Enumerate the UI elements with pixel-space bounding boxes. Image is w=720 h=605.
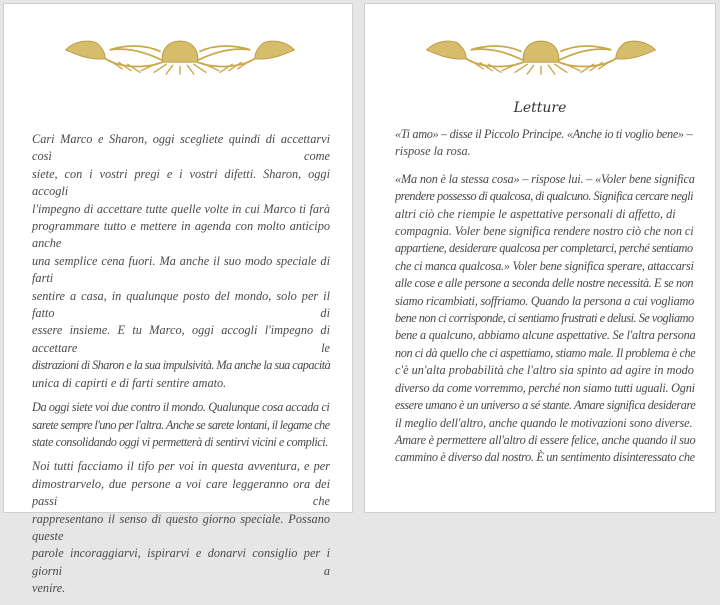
text-line: Amare è permettere all'altro di essere felice, anche quando il suo [395, 432, 696, 447]
text-line: alle cose e alle persone a seconda delle nostre necessità. E se non [395, 276, 694, 291]
page-right [364, 3, 716, 513]
page-left [3, 3, 353, 596]
text-line: essere umano è un universo a sé stante. Amare significa desiderare [395, 398, 696, 413]
text-line: programmare tutto e mettere in agenda con molto anticipo anche [32, 219, 330, 251]
text-line: una semplice cena fuori. Ma anche il suo modo speciale di farti [32, 253, 330, 286]
text-line: «Ti amo» – disse il Piccolo Principe. «Anche io ti voglio bene» – [395, 127, 693, 141]
text-line: sentire a casa, in qualunque posto del mondo, solo per il fatto di [32, 288, 330, 321]
text-line: siamo ricambiati, soffriamo. Quando la persona a cui vogliamo [395, 293, 694, 308]
paragraph [395, 126, 695, 161]
gold-ornament-divider [40, 34, 320, 78]
gold-ornament-divider [401, 34, 681, 78]
text-line: state consolidando oggi vi permetterà di sentirvi vicini e complici. [32, 434, 328, 449]
text-line: dimostrarvelo, due persone a voi care leggeranno ora dei passi che [32, 476, 330, 509]
paragraph [32, 399, 330, 451]
readings-text [395, 126, 695, 477]
text-line: cammino è diverso dal nostro. È un sentimento disinteressato che [395, 450, 695, 465]
text-line: unica di capirti e di farti sentire amato. [32, 375, 227, 390]
text-line: non ci dà quello che ci aspettiamo, stiamo male. Il problema è che [395, 345, 696, 360]
text-line: distrazioni di Sharon e la sua impulsività. Ma anche la sua capacità [32, 358, 331, 373]
text-line: il meglio dell'altro, anche quando le motivazioni sono diverse. [395, 415, 693, 430]
text-line: essere insieme. E tu Marco, oggi accogli l'impegno di accettare le [32, 323, 330, 355]
text-line: bene a qualcuno, abbiamo alcune aspettative. Se l'altra persona [395, 328, 696, 343]
text-line: appartiene, desiderare qualcosa per completarci, perché sentiamo [395, 241, 693, 256]
text-line: bene non ci corrisponde, ci sentiamo frustrati e delusi. Se vogliamo [395, 311, 694, 326]
section-title: Letture [513, 100, 567, 116]
text-line: sarete sempre l'uno per l'altra. Anche se sarete lontani, il legame che [32, 417, 330, 432]
text-line: siete, con i vostri pregi e i vostri difetti. Sharon, oggi accogli [32, 166, 330, 199]
text-line: «Ma non è la stessa cosa» – rispose lui. – «Voler bene significa [395, 171, 695, 186]
text-line: Noi tutti facciamo il tifo per voi in questa avventura, e per [32, 459, 330, 474]
dedication-text [32, 131, 330, 605]
paragraph [395, 171, 695, 467]
paragraph [32, 131, 330, 392]
text-line: c'è un'alta probabilità che l'altro sia spinto ad agire in modo [395, 363, 694, 378]
text-line: venire. [32, 581, 66, 596]
text-line: l'impegno di accettare tutte quelle volte in cui Marco ti farà [32, 201, 330, 216]
text-line: rappresentano il senso di questo giorno speciale. Possano queste [32, 511, 330, 543]
text-line: prendere possesso di qualcosa, di qualcuno. Significa cercare negli [395, 189, 694, 204]
text-line: rispose la rosa. [395, 144, 471, 159]
text-line: parole incoraggiarvi, ispirarvi e donarvi consiglio per i giorni a [32, 546, 330, 578]
text-line: Da oggi siete voi due contro il mondo. Qualunque cosa accada ci [32, 400, 330, 415]
text-line: che ci manca qualcosa.» Voler bene significa sperare, attaccarsi [395, 258, 694, 273]
paragraph [32, 458, 330, 597]
text-line: compagnia. Voler bene significa rendere nostro ciò che non ci [395, 224, 694, 239]
text-line: diverso da come vorremmo, perché non siamo tutti uguali. Ogni [395, 380, 695, 395]
text-line: Cari Marco e Sharon, oggi scegliete quindi di accettarvi così come [32, 132, 330, 164]
text-line: altri ciò che riempie le aspettative personali di affetto, di [395, 206, 676, 221]
